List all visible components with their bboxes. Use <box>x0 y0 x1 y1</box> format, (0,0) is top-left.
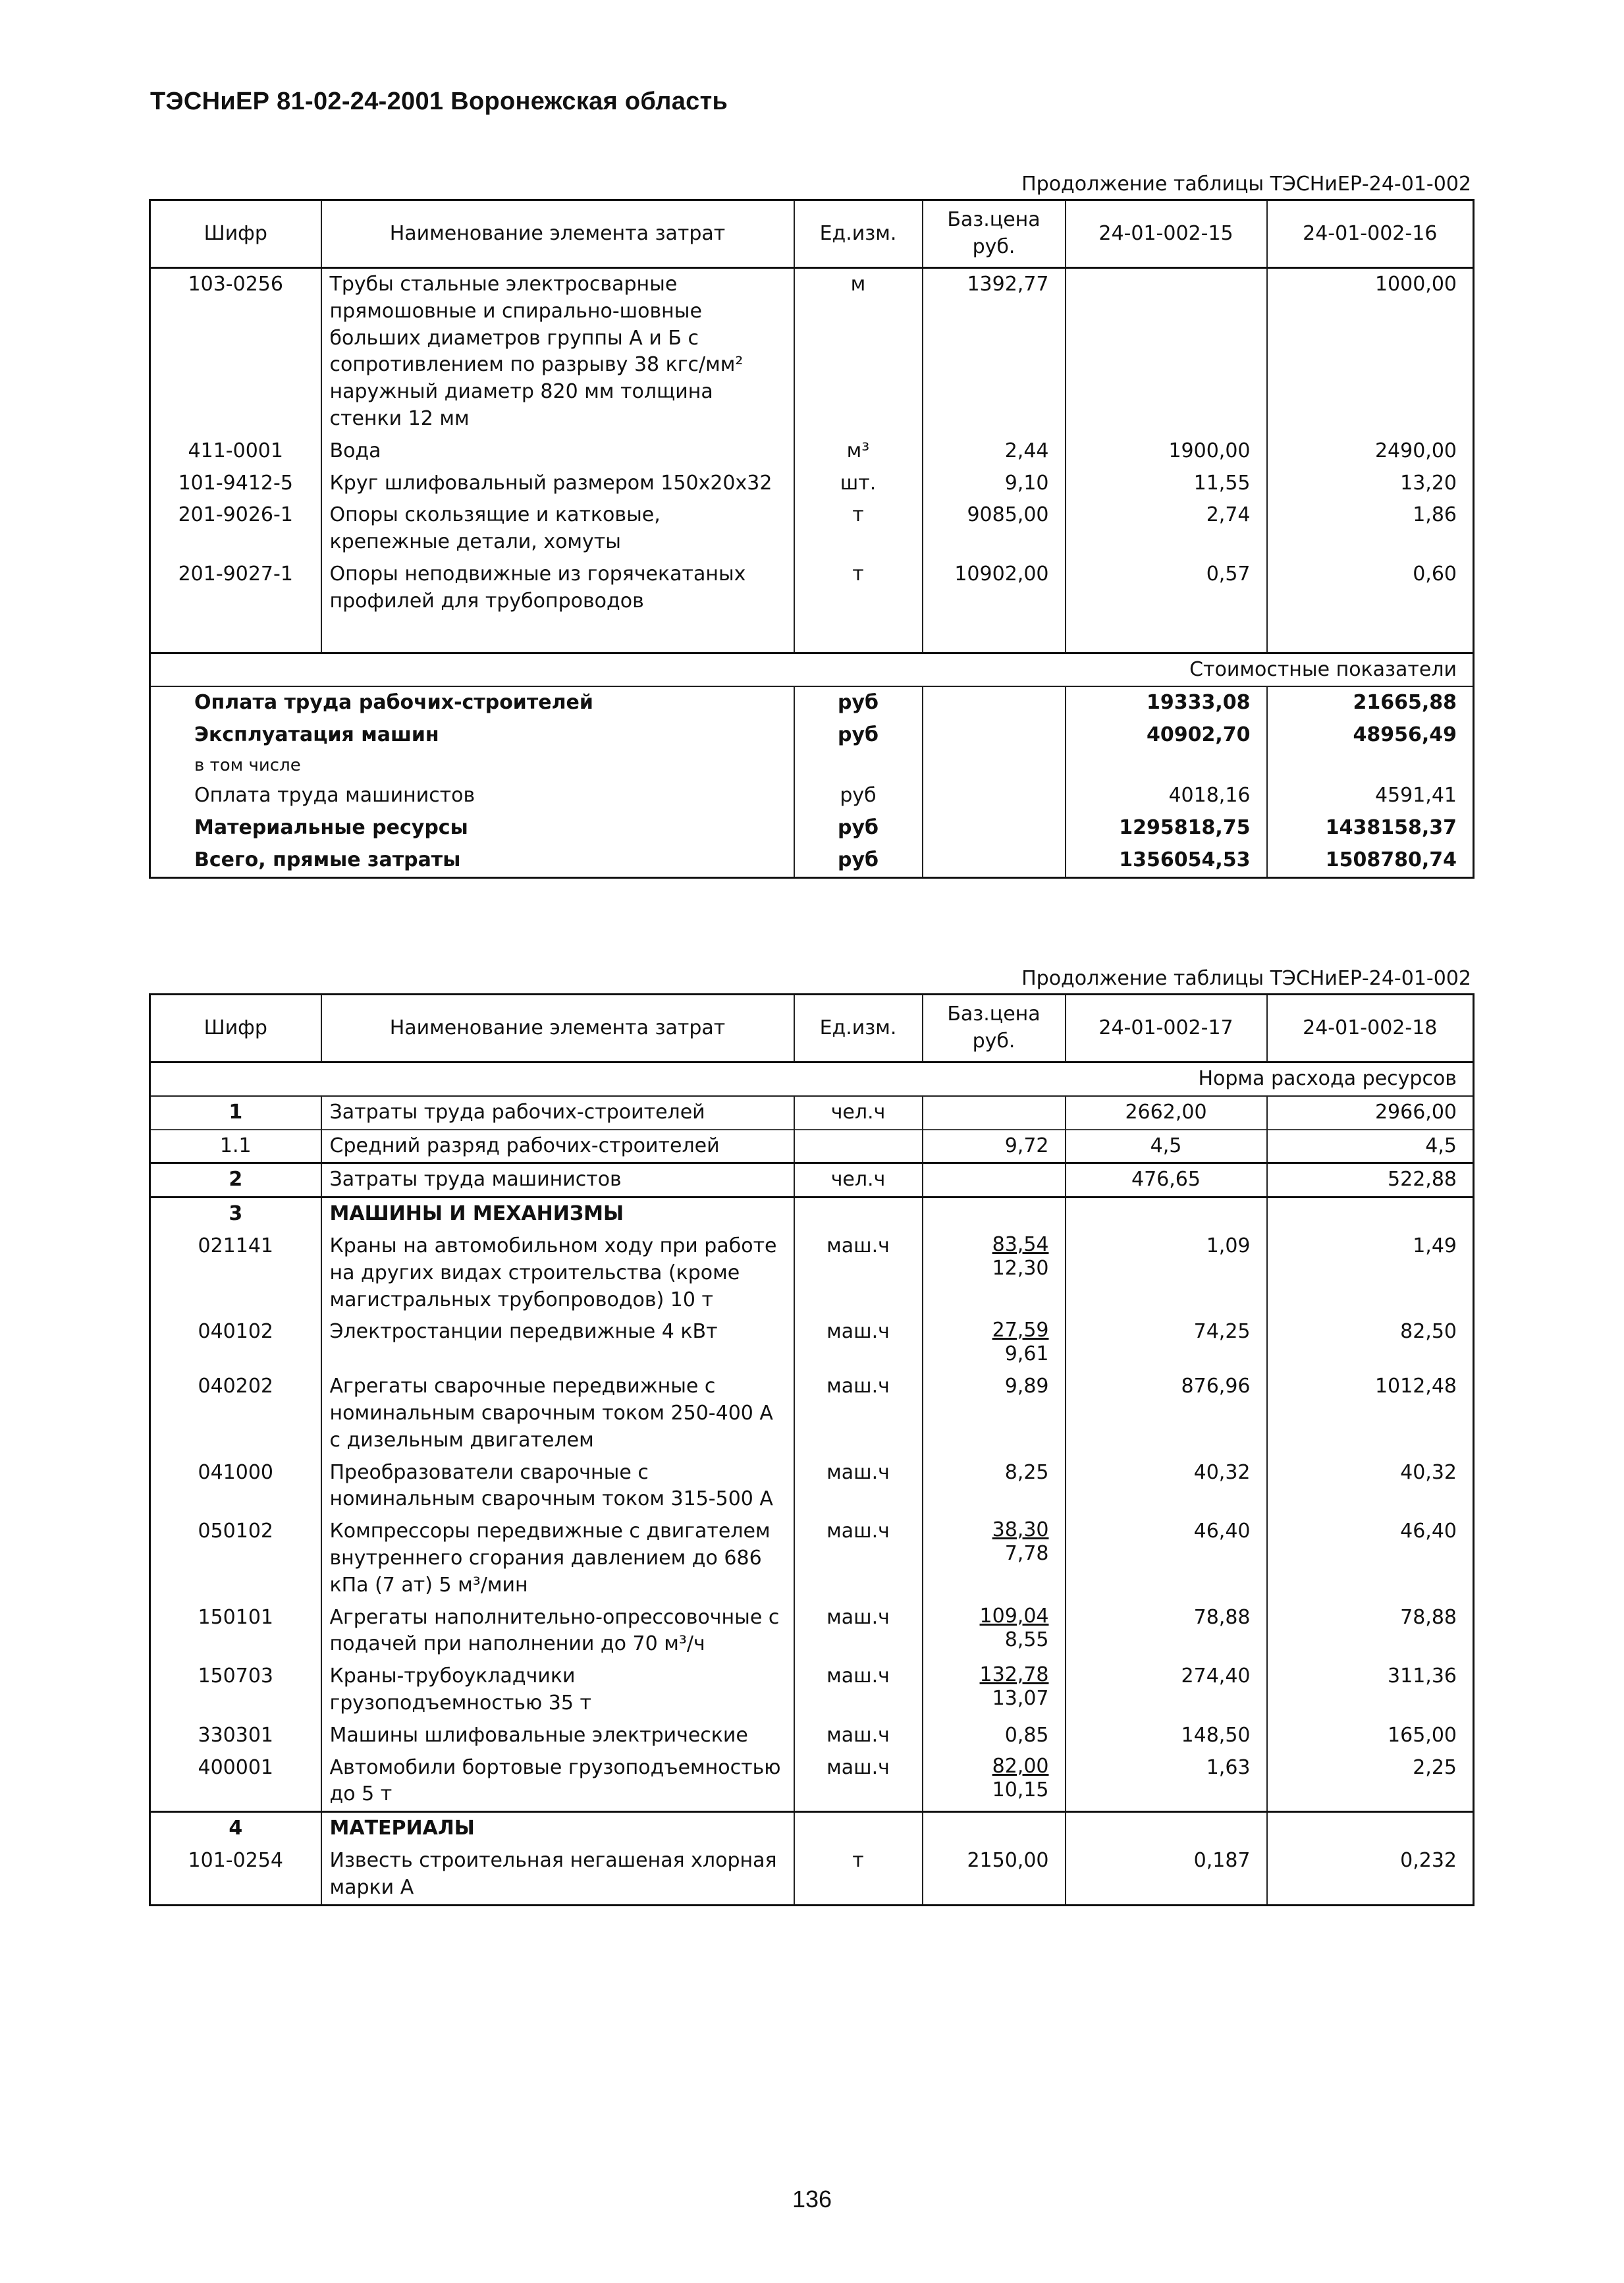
cell-name: Средний разряд рабочих-строителей <box>321 1130 794 1163</box>
cell-unit: маш.ч <box>794 1752 923 1812</box>
cell-unit: маш.ч <box>794 1720 923 1752</box>
cost-row <box>150 686 1474 719</box>
cell-price-wage: 7,78 <box>1004 1542 1049 1566</box>
cell-value-2: 1,86 <box>1267 499 1474 559</box>
cell-price <box>923 1163 1066 1197</box>
cost-value-2: 48956,49 <box>1267 719 1474 752</box>
cost-unit: руб <box>794 719 923 752</box>
cost-value-1: 40902,70 <box>1066 719 1267 752</box>
cell-unit: маш.ч <box>794 1457 923 1516</box>
cell-code: 040202 <box>150 1371 321 1456</box>
cell-name: Опоры неподвижные из горячекатаных профилей для трубопроводов <box>321 559 794 618</box>
cell-code: 150101 <box>150 1602 321 1661</box>
table-row <box>150 268 1474 435</box>
cell-value-2: 0,232 <box>1267 1845 1474 1905</box>
cell-value-1: 876,96 <box>1066 1371 1267 1456</box>
cell-price: 0,85 <box>923 1720 1066 1752</box>
cost-value-1 <box>1066 752 1267 780</box>
cost-row <box>150 719 1474 752</box>
cell-value-1: 1900,00 <box>1066 435 1267 468</box>
table1-caption: Продолжение таблицы ТЭСНиЕР-24-01-002 <box>1021 173 1471 196</box>
cost-indicators-header-row <box>150 653 1474 686</box>
table-row <box>150 1602 1474 1661</box>
cost-name: Оплата труда рабочих-строителей <box>150 686 794 719</box>
cell-unit: т <box>794 1845 923 1905</box>
header-unit: Ед.изм. <box>794 200 923 268</box>
table1-header-row <box>150 200 1474 268</box>
cell-unit: т <box>794 559 923 618</box>
cell-price <box>923 1096 1066 1130</box>
cell-value-2: 1,49 <box>1267 1230 1474 1316</box>
cost-value-2: 4591,41 <box>1267 780 1474 812</box>
cost-row <box>150 780 1474 812</box>
cost-value-1: 1295818,75 <box>1066 812 1267 844</box>
cell-value-1: 0,187 <box>1066 1845 1267 1905</box>
cell-code: 201-9026-1 <box>150 499 321 559</box>
cell-name: Агрегаты наполнительно-опрессовочные с подачей при наполнении до 70 м³/ч <box>321 1602 794 1661</box>
cost-row <box>150 752 1474 780</box>
header-code: Шифр <box>150 995 321 1062</box>
cell-value-2: 2490,00 <box>1267 435 1474 468</box>
cell-price: 82,00 <box>992 1754 1049 1778</box>
table-row <box>150 559 1474 618</box>
cost-unit <box>794 752 923 780</box>
table2-header-row <box>150 995 1474 1062</box>
cell-unit: маш.ч <box>794 1602 923 1661</box>
cost-value-2: 21665,88 <box>1267 686 1474 719</box>
cell-code: 1.1 <box>150 1130 321 1163</box>
cost-indicators-header: Стоимостные показатели <box>150 653 1474 686</box>
table-row <box>150 1096 1474 1130</box>
cell-code: 101-9412-5 <box>150 468 321 500</box>
cost-value-2: 1508780,74 <box>1267 844 1474 877</box>
cell-price-wage: 13,07 <box>992 1687 1049 1711</box>
cell-value-2: 1012,48 <box>1267 1371 1474 1456</box>
table-row <box>150 1316 1474 1371</box>
cell-price: 8,25 <box>923 1457 1066 1516</box>
cell-code: 040102 <box>150 1316 321 1371</box>
cell-value-2: 40,32 <box>1267 1457 1474 1516</box>
header-unit: Ед.изм. <box>794 995 923 1062</box>
cell-unit: маш.ч <box>794 1661 923 1720</box>
cell-unit: чел.ч <box>794 1163 923 1197</box>
cost-unit: руб <box>794 844 923 877</box>
cell-code: 103-0256 <box>150 268 321 435</box>
cell-value-1: 78,88 <box>1066 1602 1267 1661</box>
cell-value-1: 4,5 <box>1066 1130 1267 1163</box>
cell-price: 9,72 <box>923 1130 1066 1163</box>
header-col2: 24-01-002-16 <box>1267 200 1474 268</box>
header-col1: 24-01-002-15 <box>1066 200 1267 268</box>
header-code: Шифр <box>150 200 321 268</box>
cell-price-wage: 10,15 <box>992 1778 1049 1802</box>
cell-price: 9,10 <box>923 468 1066 500</box>
cell-code: 400001 <box>150 1752 321 1812</box>
cell-value-2: 4,5 <box>1267 1130 1474 1163</box>
header-name: Наименование элемента затрат <box>321 995 794 1062</box>
cell-value-1: 40,32 <box>1066 1457 1267 1516</box>
section-title: МАШИНЫ И МЕХАНИЗМЫ <box>321 1197 794 1230</box>
cost-value-1: 19333,08 <box>1066 686 1267 719</box>
cell-price-wage: 8,55 <box>1004 1628 1049 1651</box>
cell-name: Вода <box>321 435 794 468</box>
cell-price-wage: 12,30 <box>992 1256 1049 1280</box>
cost-name: Эксплуатация машин <box>150 719 794 752</box>
cell-value-1: 2,74 <box>1066 499 1267 559</box>
spacer-row <box>150 618 1474 653</box>
cell-name: Автомобили бортовые грузоподъемностью до 5 т <box>321 1752 794 1812</box>
cell-name: Краны-трубоукладчики грузоподъемностью 35 т <box>321 1661 794 1720</box>
cell-name: Машины шлифовальные электрические <box>321 1720 794 1752</box>
cell-unit: маш.ч <box>794 1316 923 1371</box>
cell-code: 021141 <box>150 1230 321 1316</box>
cell-name: Круг шлифовальный размером 150х20х32 <box>321 468 794 500</box>
header-name: Наименование элемента затрат <box>321 200 794 268</box>
cell-name: Затраты труда рабочих-строителей <box>321 1096 794 1130</box>
cell-value-2: 1000,00 <box>1267 268 1474 435</box>
table-row <box>150 1661 1474 1720</box>
cell-value-2: 78,88 <box>1267 1602 1474 1661</box>
cell-name: Компрессоры передвижные с двигателем внутреннего сгорания давлением до 686 кПа (7 ат) 5 м³/мин <box>321 1516 794 1601</box>
cell-price: 132,78 <box>979 1663 1049 1687</box>
cell-value-2: 0,60 <box>1267 559 1474 618</box>
cell-name: Преобразователи сварочные с номинальным сварочным током 315-500 А <box>321 1457 794 1516</box>
cell-value-1: 0,57 <box>1066 559 1267 618</box>
table-row <box>150 1845 1474 1905</box>
cell-value-1: 1,09 <box>1066 1230 1267 1316</box>
table-row <box>150 499 1474 559</box>
table-row <box>150 435 1474 468</box>
cell-value-1: 11,55 <box>1066 468 1267 500</box>
table-row <box>150 1752 1474 1812</box>
resource-table-2 <box>149 993 1475 1906</box>
norm-header-row <box>150 1062 1474 1096</box>
cost-value-1: 1356054,53 <box>1066 844 1267 877</box>
cell-code: 3 <box>150 1197 321 1230</box>
cell-unit: т <box>794 499 923 559</box>
cell-unit <box>794 1130 923 1163</box>
cell-value-2: 46,40 <box>1267 1516 1474 1601</box>
cell-value-2: 13,20 <box>1267 468 1474 500</box>
cell-value-2: 82,50 <box>1267 1316 1474 1371</box>
cell-code: 2 <box>150 1163 321 1197</box>
table-row <box>150 1371 1474 1456</box>
cell-name: Агрегаты сварочные передвижные с номинальным сварочным током 250-400 А с дизельным двигателем <box>321 1371 794 1456</box>
cell-code: 330301 <box>150 1720 321 1752</box>
cell-price: 2150,00 <box>923 1845 1066 1905</box>
cell-name: Трубы стальные электросварные прямошовные и спирально-шовные больших диаметров группы А и Б с сопротивлением по разрыву 38 кгс/мм² наружный диаметр 820 мм толщина стенки 12 мм <box>321 268 794 435</box>
table-row <box>150 1457 1474 1516</box>
norm-header: Норма расхода ресурсов <box>150 1062 1474 1096</box>
cell-unit: маш.ч <box>794 1230 923 1316</box>
cell-value-1: 74,25 <box>1066 1316 1267 1371</box>
header-price: Баз.цена руб. <box>923 200 1066 268</box>
cell-value-2: 522,88 <box>1267 1163 1474 1197</box>
header-col1: 24-01-002-17 <box>1066 995 1267 1062</box>
cell-unit: м³ <box>794 435 923 468</box>
header-col2: 24-01-002-18 <box>1267 995 1474 1062</box>
cell-code: 411-0001 <box>150 435 321 468</box>
page-number: 136 <box>792 2186 832 2213</box>
cell-name: Опоры скользящие и катковые, крепежные детали, хомуты <box>321 499 794 559</box>
cell-value-1: 1,63 <box>1066 1752 1267 1812</box>
cell-value-2: 2,25 <box>1267 1752 1474 1812</box>
cell-value-1: 148,50 <box>1066 1720 1267 1752</box>
table-row <box>150 1163 1474 1197</box>
cell-name: Электростанции передвижные 4 кВт <box>321 1316 794 1371</box>
cost-value-2 <box>1267 752 1474 780</box>
cell-unit: м <box>794 268 923 435</box>
table-row <box>150 1130 1474 1163</box>
cell-value-2: 2966,00 <box>1267 1096 1474 1130</box>
cell-name: Краны на автомобильном ходу при работе на других видах строительства (кроме магистральных трубопроводов) 10 т <box>321 1230 794 1316</box>
cell-price: 83,54 <box>992 1232 1049 1256</box>
cell-code: 150703 <box>150 1661 321 1720</box>
cell-price: 1392,77 <box>923 268 1066 435</box>
cell-code: 4 <box>150 1812 321 1845</box>
cell-value-2: 311,36 <box>1267 1661 1474 1720</box>
cell-name: Затраты труда машинистов <box>321 1163 794 1197</box>
cost-name: Оплата труда машинистов <box>150 780 794 812</box>
table-row <box>150 1230 1474 1316</box>
cell-unit: маш.ч <box>794 1516 923 1601</box>
cell-code: 050102 <box>150 1516 321 1601</box>
cell-code: 1 <box>150 1096 321 1130</box>
cell-price: 38,30 <box>992 1518 1049 1542</box>
table-row <box>150 468 1474 500</box>
cost-value-2: 1438158,37 <box>1267 812 1474 844</box>
cell-value-1: 2662,00 <box>1066 1096 1267 1130</box>
cost-unit: руб <box>794 780 923 812</box>
cell-value-2: 165,00 <box>1267 1720 1474 1752</box>
cost-name: Всего, прямые затраты <box>150 844 794 877</box>
cell-price: 9085,00 <box>923 499 1066 559</box>
cell-value-1: 476,65 <box>1066 1163 1267 1197</box>
resource-table-1 <box>149 199 1475 879</box>
cell-code: 201-9027-1 <box>150 559 321 618</box>
cell-value-1: 274,40 <box>1066 1661 1267 1720</box>
cost-row <box>150 844 1474 877</box>
cell-price: 2,44 <box>923 435 1066 468</box>
cost-name: Материальные ресурсы <box>150 812 794 844</box>
cost-unit: руб <box>794 686 923 719</box>
table-row <box>150 1516 1474 1601</box>
document-title: ТЭСНиЕР 81-02-24-2001 Воронежская область <box>150 88 728 115</box>
cell-unit: маш.ч <box>794 1371 923 1456</box>
cell-code: 041000 <box>150 1457 321 1516</box>
section-title: МАТЕРИАЛЫ <box>321 1812 794 1845</box>
section-row-machines <box>150 1197 1474 1230</box>
cell-price: 27,59 <box>992 1319 1049 1342</box>
cell-price: 10902,00 <box>923 559 1066 618</box>
table-row <box>150 1720 1474 1752</box>
header-price: Баз.цена руб. <box>923 995 1066 1062</box>
cost-value-1: 4018,16 <box>1066 780 1267 812</box>
cell-price: 9,89 <box>923 1371 1066 1456</box>
table2-caption: Продолжение таблицы ТЭСНиЕР-24-01-002 <box>1021 967 1471 990</box>
cell-unit: шт. <box>794 468 923 500</box>
cell-name: Известь строительная негашеная хлорная марки А <box>321 1845 794 1905</box>
cost-unit: руб <box>794 812 923 844</box>
cost-row <box>150 812 1474 844</box>
cell-price: 109,04 <box>979 1604 1049 1628</box>
section-row-materials <box>150 1812 1474 1845</box>
cell-value-1: 46,40 <box>1066 1516 1267 1601</box>
cell-code: 101-0254 <box>150 1845 321 1905</box>
cell-unit: чел.ч <box>794 1096 923 1130</box>
cell-value-1 <box>1066 268 1267 435</box>
cost-name: в том числе <box>150 752 794 780</box>
cell-price-wage: 9,61 <box>1004 1342 1049 1366</box>
